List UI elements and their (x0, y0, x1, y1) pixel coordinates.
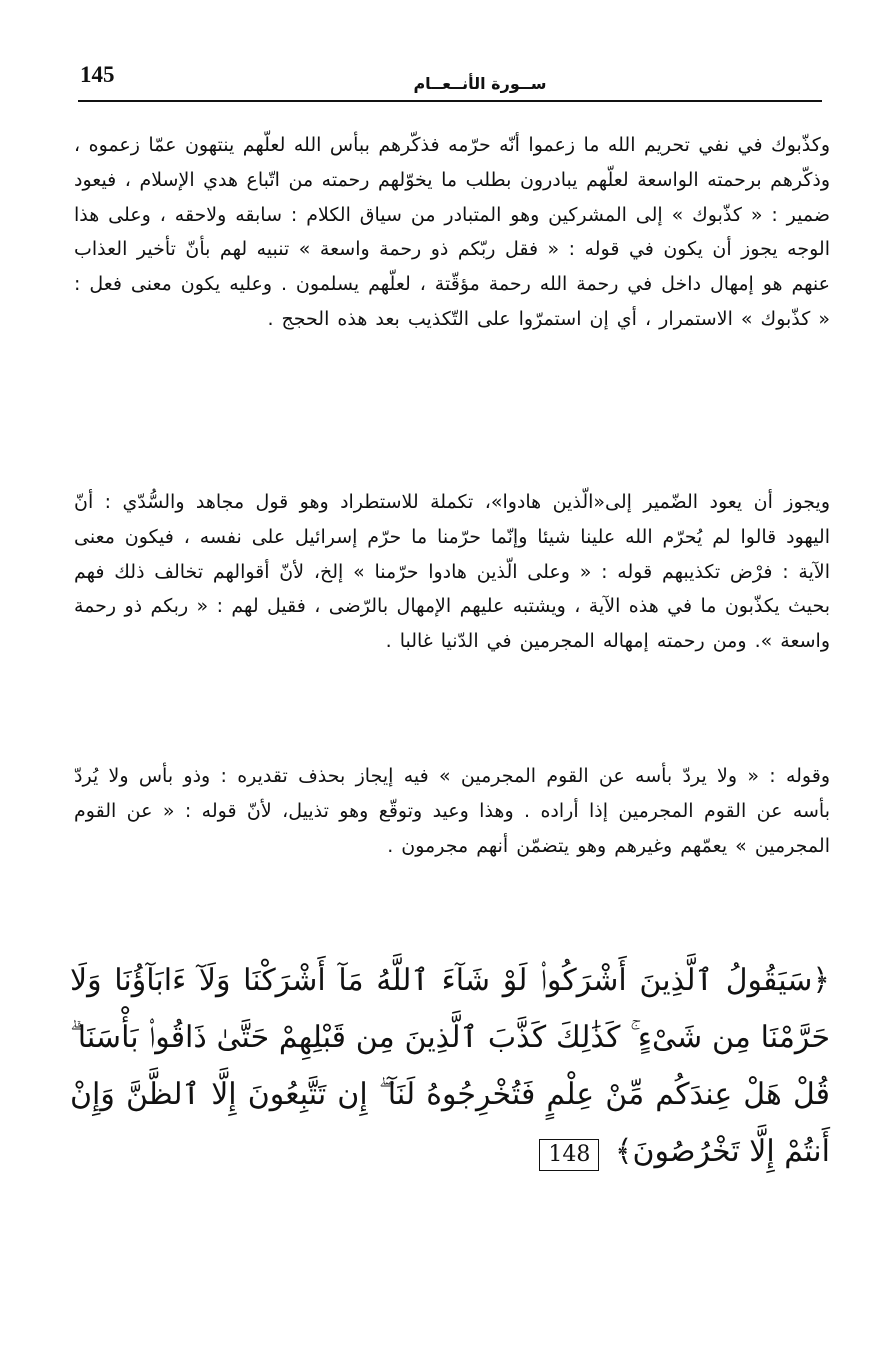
header-rule (78, 100, 822, 102)
commentary-paragraph: وكذّبوك في نفي تحريم الله ما زعموا أنّه حرّمه فذكّرهم ببأس الله لعلّهم ينتهون عمّا زعموه ، وذكّرهم برحمته الواسعة لعلّهم يبادرون بطلب ما يخوّلهم رحمته من اتّباع هدي الإسلام ، فيعود ضمير : « كذّبوك » إلى المشركين وهو المتبادر من سياق الكلام : سابقه ولاحقه ، وعلى هذا الوجه يجوز أن يكون في قوله : « فقل ربّكم ذو رحمة واسعة » تنبيه لهم بأنّ تأخير العذاب عنهم هو إمهال داخل في رحمة الله رحمة مؤقّتة ، لعلّهم يسلمون . وعليه يكون معنى فعل : « كذّبوك » الاستمرار ، أي إن استمرّوا على التّكذيب بعد هذه الحجج . (74, 134, 830, 330)
verse-text: ﴿سَيَقُولُ ٱلَّذِينَ أَشْرَكُوا۟ لَوْ شَآءَ ٱللَّهُ مَآ أَشْرَكْنَا وَلَآ ءَابَآؤُنَا وَلَا حَرَّمْنَا مِن شَىْءٍ ۚ كَذَٰلِكَ كَذَّبَ ٱلَّذِينَ مِن قَبْلِهِمْ حَتَّىٰ ذَاقُوا۟ بَأْسَنَا ۗ قُلْ هَلْ عِندَكُم مِّنْ عِلْمٍ فَتُخْرِجُوهُ لَنَآ ۖ إِن تَتَّبِعُونَ إِلَّا ٱلظَّنَّ وَإِنْ أَنتُمْ إِلَّا تَخْرُصُونَ﴾ (70, 963, 830, 1169)
commentary-paragraph: ويجوز أن يعود الضّمير إلى«الّذين هادوا»، تكملة للاستطراد وهو قول مجاهد والسُّدّي : أنّ اليهود قالوا لم يُحرّم الله علينا شيئا وإنّما حرّمنا ما حرّم إسرائيل على نفسه ، فيكون معنى الآية : فرْض تكذيبهم قوله : « وعلى الّذين هادوا حرّمنا » إلخ، لأنّ أقوالهم تخالف ذلك فهم بحيث يكذّبون ما في هذه الآية ، ويشتبه عليهم الإمهال بالرّضى ، فقيل لهم : « ربكم ذو رحمة واسعة ». ومن رحمته إمهاله المجرمين في الدّنيا غالبا . (74, 491, 830, 653)
quran-verse (70, 952, 830, 1180)
verse-number: 148 (539, 1139, 599, 1171)
running-title: ســورة الأنــعــام (413, 74, 547, 93)
page-number: 145 (80, 62, 115, 87)
commentary-paragraph: وقوله : « ولا يردّ بأسه عن القوم المجرمين » فيه إيجاز بحذف تقديره : وذو بأس ولا يُردّ بأسه عن القوم المجرمين إذا أراده . وهذا وعيد وتوقّع وهو تذييل، لأنّ قوله : « عن القوم المجرمين » يعمّهم وغيرهم وهو يتضمّن أنهم مجرمون . (74, 765, 830, 857)
